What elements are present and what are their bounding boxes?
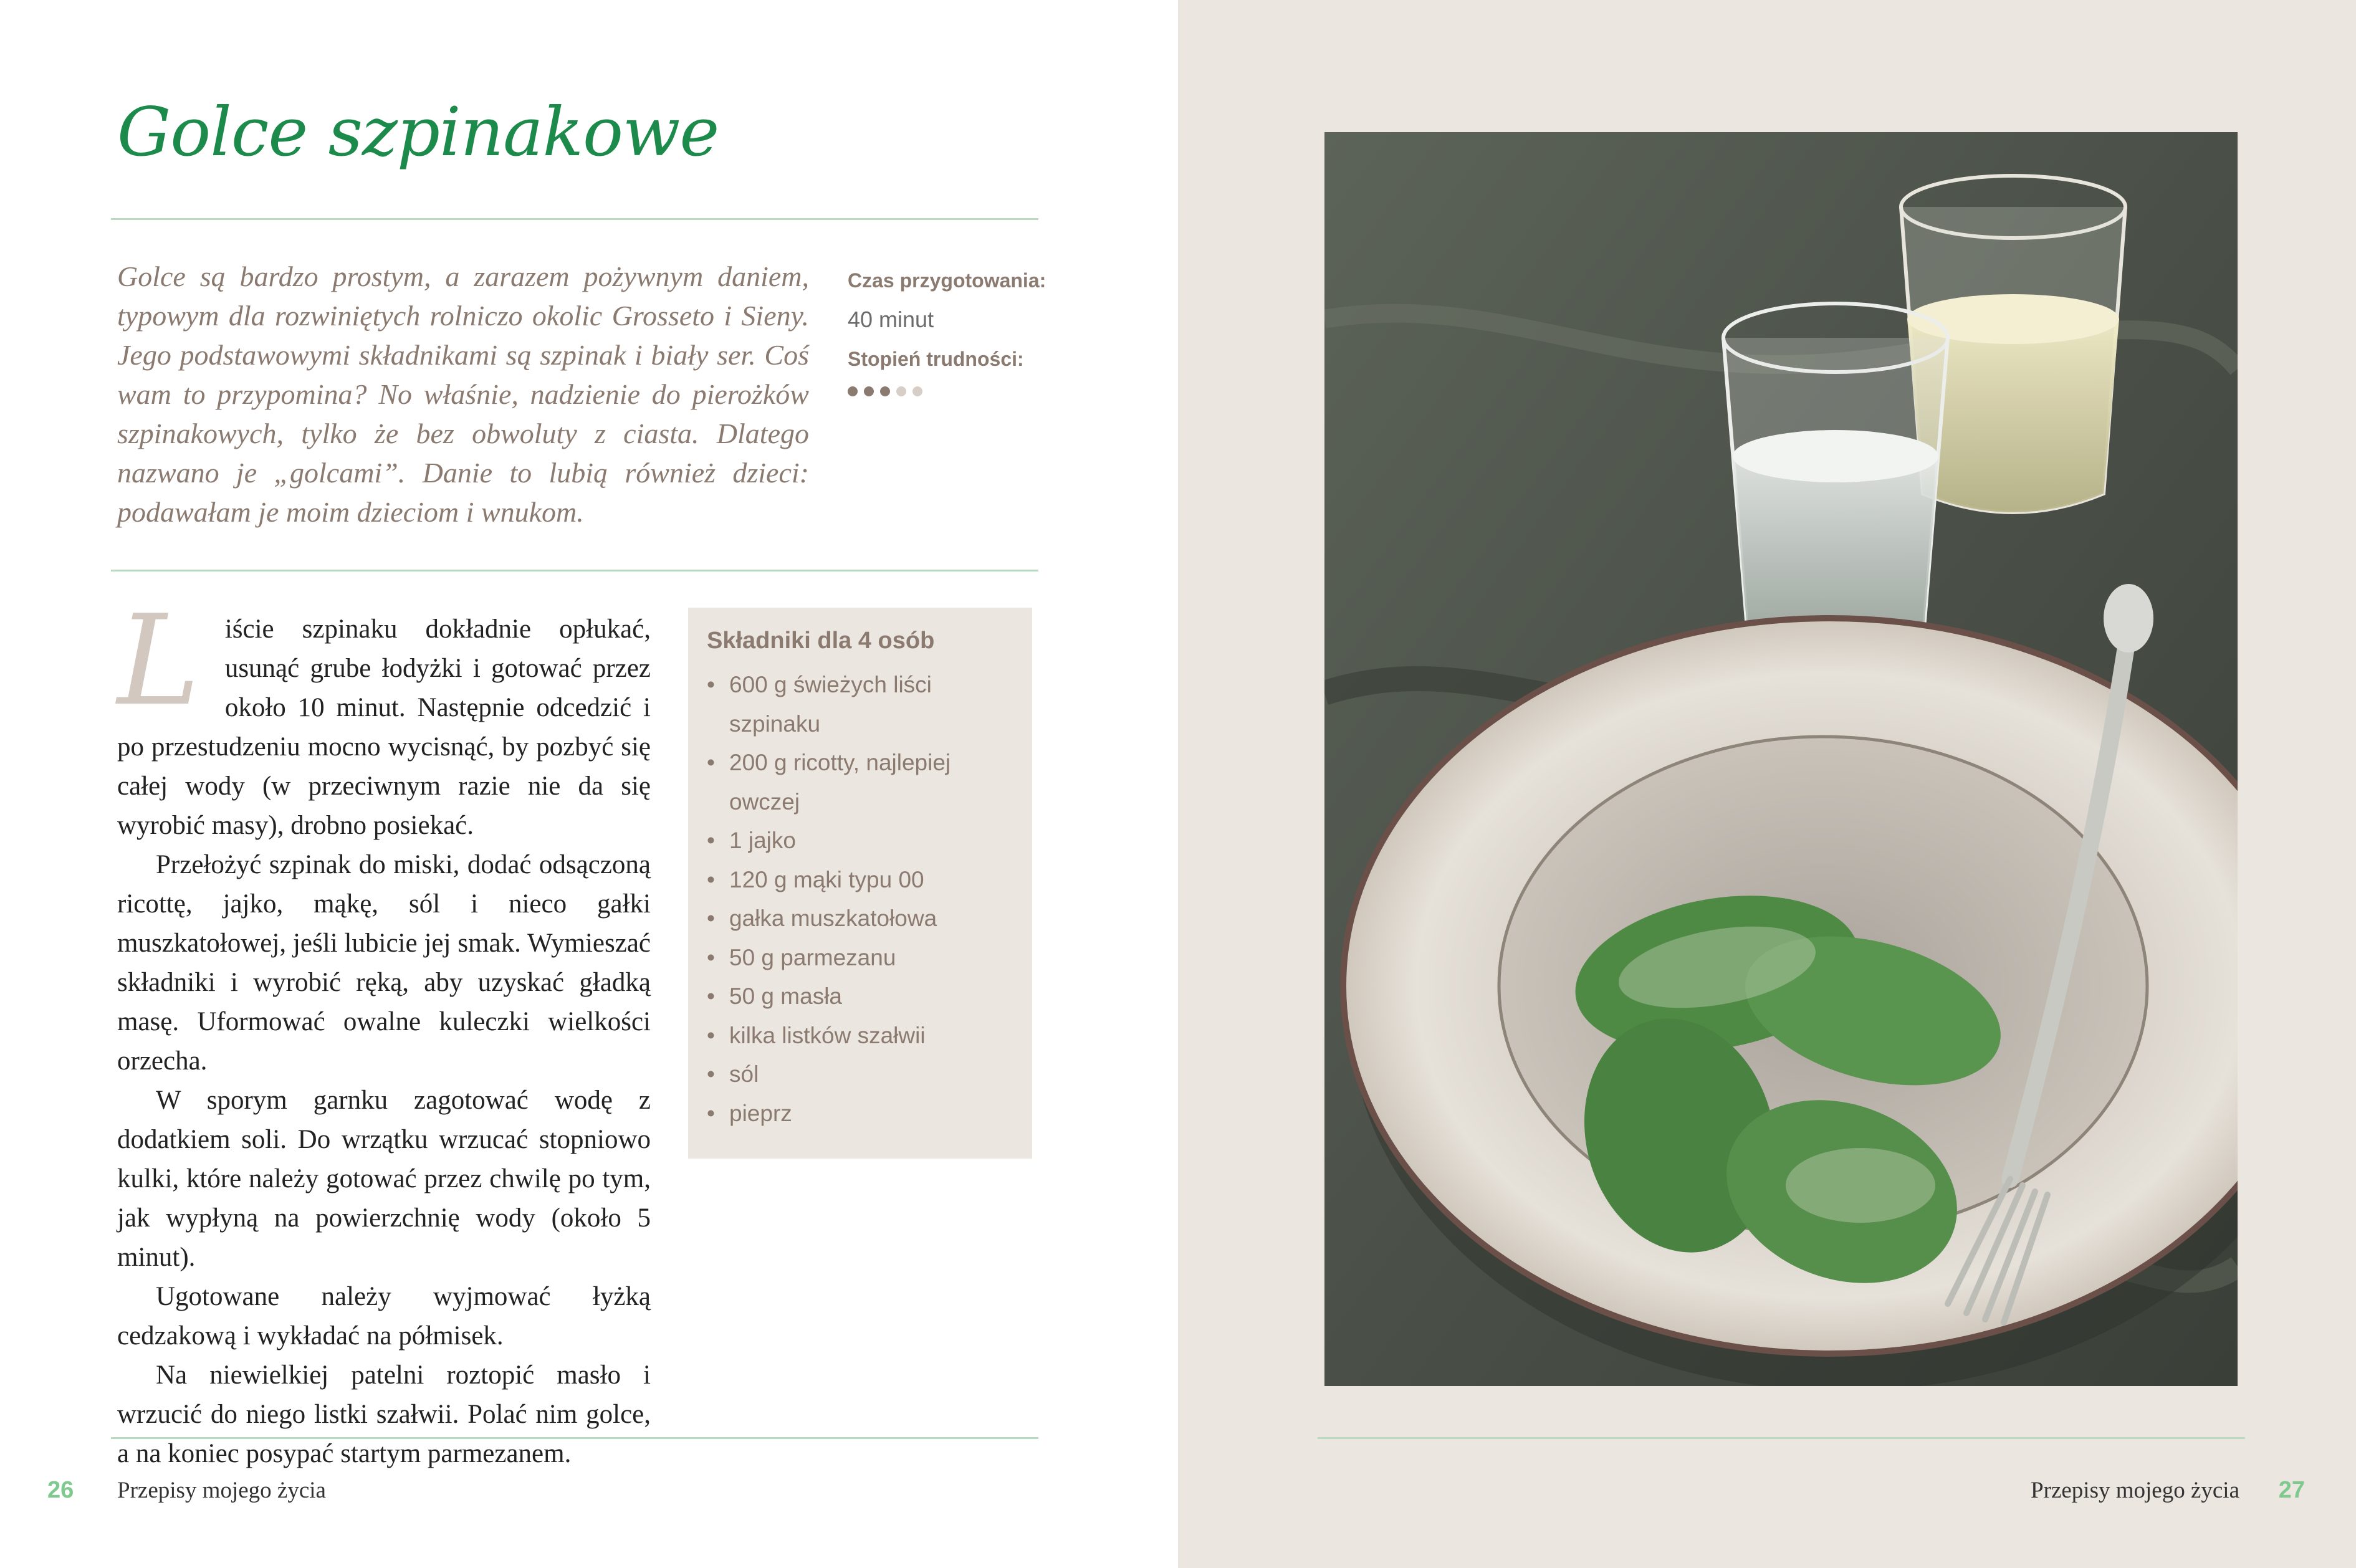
ingredient-item: • gałka muszkatołowa	[707, 899, 1013, 939]
intro-divider	[111, 570, 1038, 571]
instruction-paragraph: W sporym garnku zagotować wodę z dodatkiem soli. Do wrzątku wrzucać stopniowo kulki, które należy gotować przez chwilę po tym, jak wypłyną na powierzchnię wody (około 5 minut).	[117, 1086, 651, 1272]
ingredients-title: Składniki dla 4 osób	[707, 628, 935, 654]
difficulty-dot	[912, 386, 922, 396]
footer-divider-left	[111, 1437, 1038, 1439]
ingredients-box	[688, 608, 1032, 1159]
ingredient-item: • sól	[707, 1055, 1013, 1094]
ingredients-list	[707, 666, 1013, 1133]
footer-divider-right	[1318, 1437, 2245, 1439]
recipe-title: Golce szpinakowe	[117, 93, 719, 171]
ingredient-item: • pieprz	[707, 1094, 1013, 1134]
ingredient-item: • 200 g ricotty, najlepiej owczej	[707, 743, 1013, 821]
ingredient-item: • 1 jajko	[707, 821, 1013, 861]
intro-paragraph: Golce są bardzo prostym, a zarazem pożywnym daniem, typowym dla rozwiniętych rolniczo okolic Grosseto i Sieny. Jego podstawowymi składnikami są szpinak i biały ser. Coś wam to przypomina? No właśnie, nadzienie do pierożków szpinakowych, tylko że bez obwoluty z ciasta. Dlatego nazwano je „golcami”. Danie to lubią również dzieci: podawałam je moim dzieciom i wnukom.	[117, 261, 809, 528]
instructions	[117, 588, 651, 1473]
difficulty-dot	[880, 386, 890, 396]
prep-time-label: Czas przygotowania:	[848, 269, 1046, 292]
instruction-text: iście szpinaku dokładnie opłukać, usunąć grube łodyżki i gotować przez około 10 minut. Następnie odcedzić i po przestudzeniu mocno wycisnąć, by pozbyć się całej wody (w przeciwnym razie nie da się wyrobić masy), drobno posiekać.	[117, 614, 651, 840]
instruction-paragraph: Przełożyć szpinak do miski, dodać odsączoną ricottę, jajko, mąkę, sól i nieco gałki muszkatołowej, jeśli lubicie jej smak. Wymieszać składniki i wyrobić ręką, aby uzyskać gładką masę. Uformować owalne kuleczki wielkości orzecha.	[117, 850, 651, 1076]
difficulty-dot	[848, 386, 858, 396]
instruction-paragraph: Na niewielkiej patelni roztopić masło i wrzucić do niego listki szałwii. Polać nim golce, a na koniec posypać startym parmezanem.	[117, 1360, 651, 1468]
difficulty-label: Stopień trudności:	[848, 348, 1024, 370]
instruction-paragraph: Ugotowane należy wyjmować łyżką cedzakową i wykładać na półmisek.	[117, 1282, 651, 1350]
ingredient-item: • 50 g parmezanu	[707, 939, 1013, 978]
page-number-right: 27	[2278, 1477, 2305, 1503]
running-title-left: Przepisy mojego życia	[117, 1478, 326, 1503]
difficulty-dot	[864, 386, 874, 396]
instruction-paragraph	[117, 588, 651, 845]
ingredient-item: • 600 g świeżych liści szpinaku	[707, 666, 1013, 743]
title-divider	[111, 218, 1038, 220]
ingredient-item: • kilka listków szałwii	[707, 1016, 1013, 1056]
dish-photo	[1324, 132, 2238, 1386]
recipe-meta	[848, 262, 1047, 396]
difficulty-dot	[896, 386, 906, 396]
running-title-right: Przepisy mojego życia	[2031, 1478, 2239, 1503]
drop-cap: L	[117, 588, 200, 734]
prep-time-value: 40 minut	[848, 307, 934, 332]
ingredient-item: • 50 g masła	[707, 977, 1013, 1016]
difficulty-rating	[848, 386, 1047, 396]
page-number-left: 26	[47, 1477, 74, 1503]
ingredient-item: • 120 g mąki typu 00	[707, 861, 1013, 900]
